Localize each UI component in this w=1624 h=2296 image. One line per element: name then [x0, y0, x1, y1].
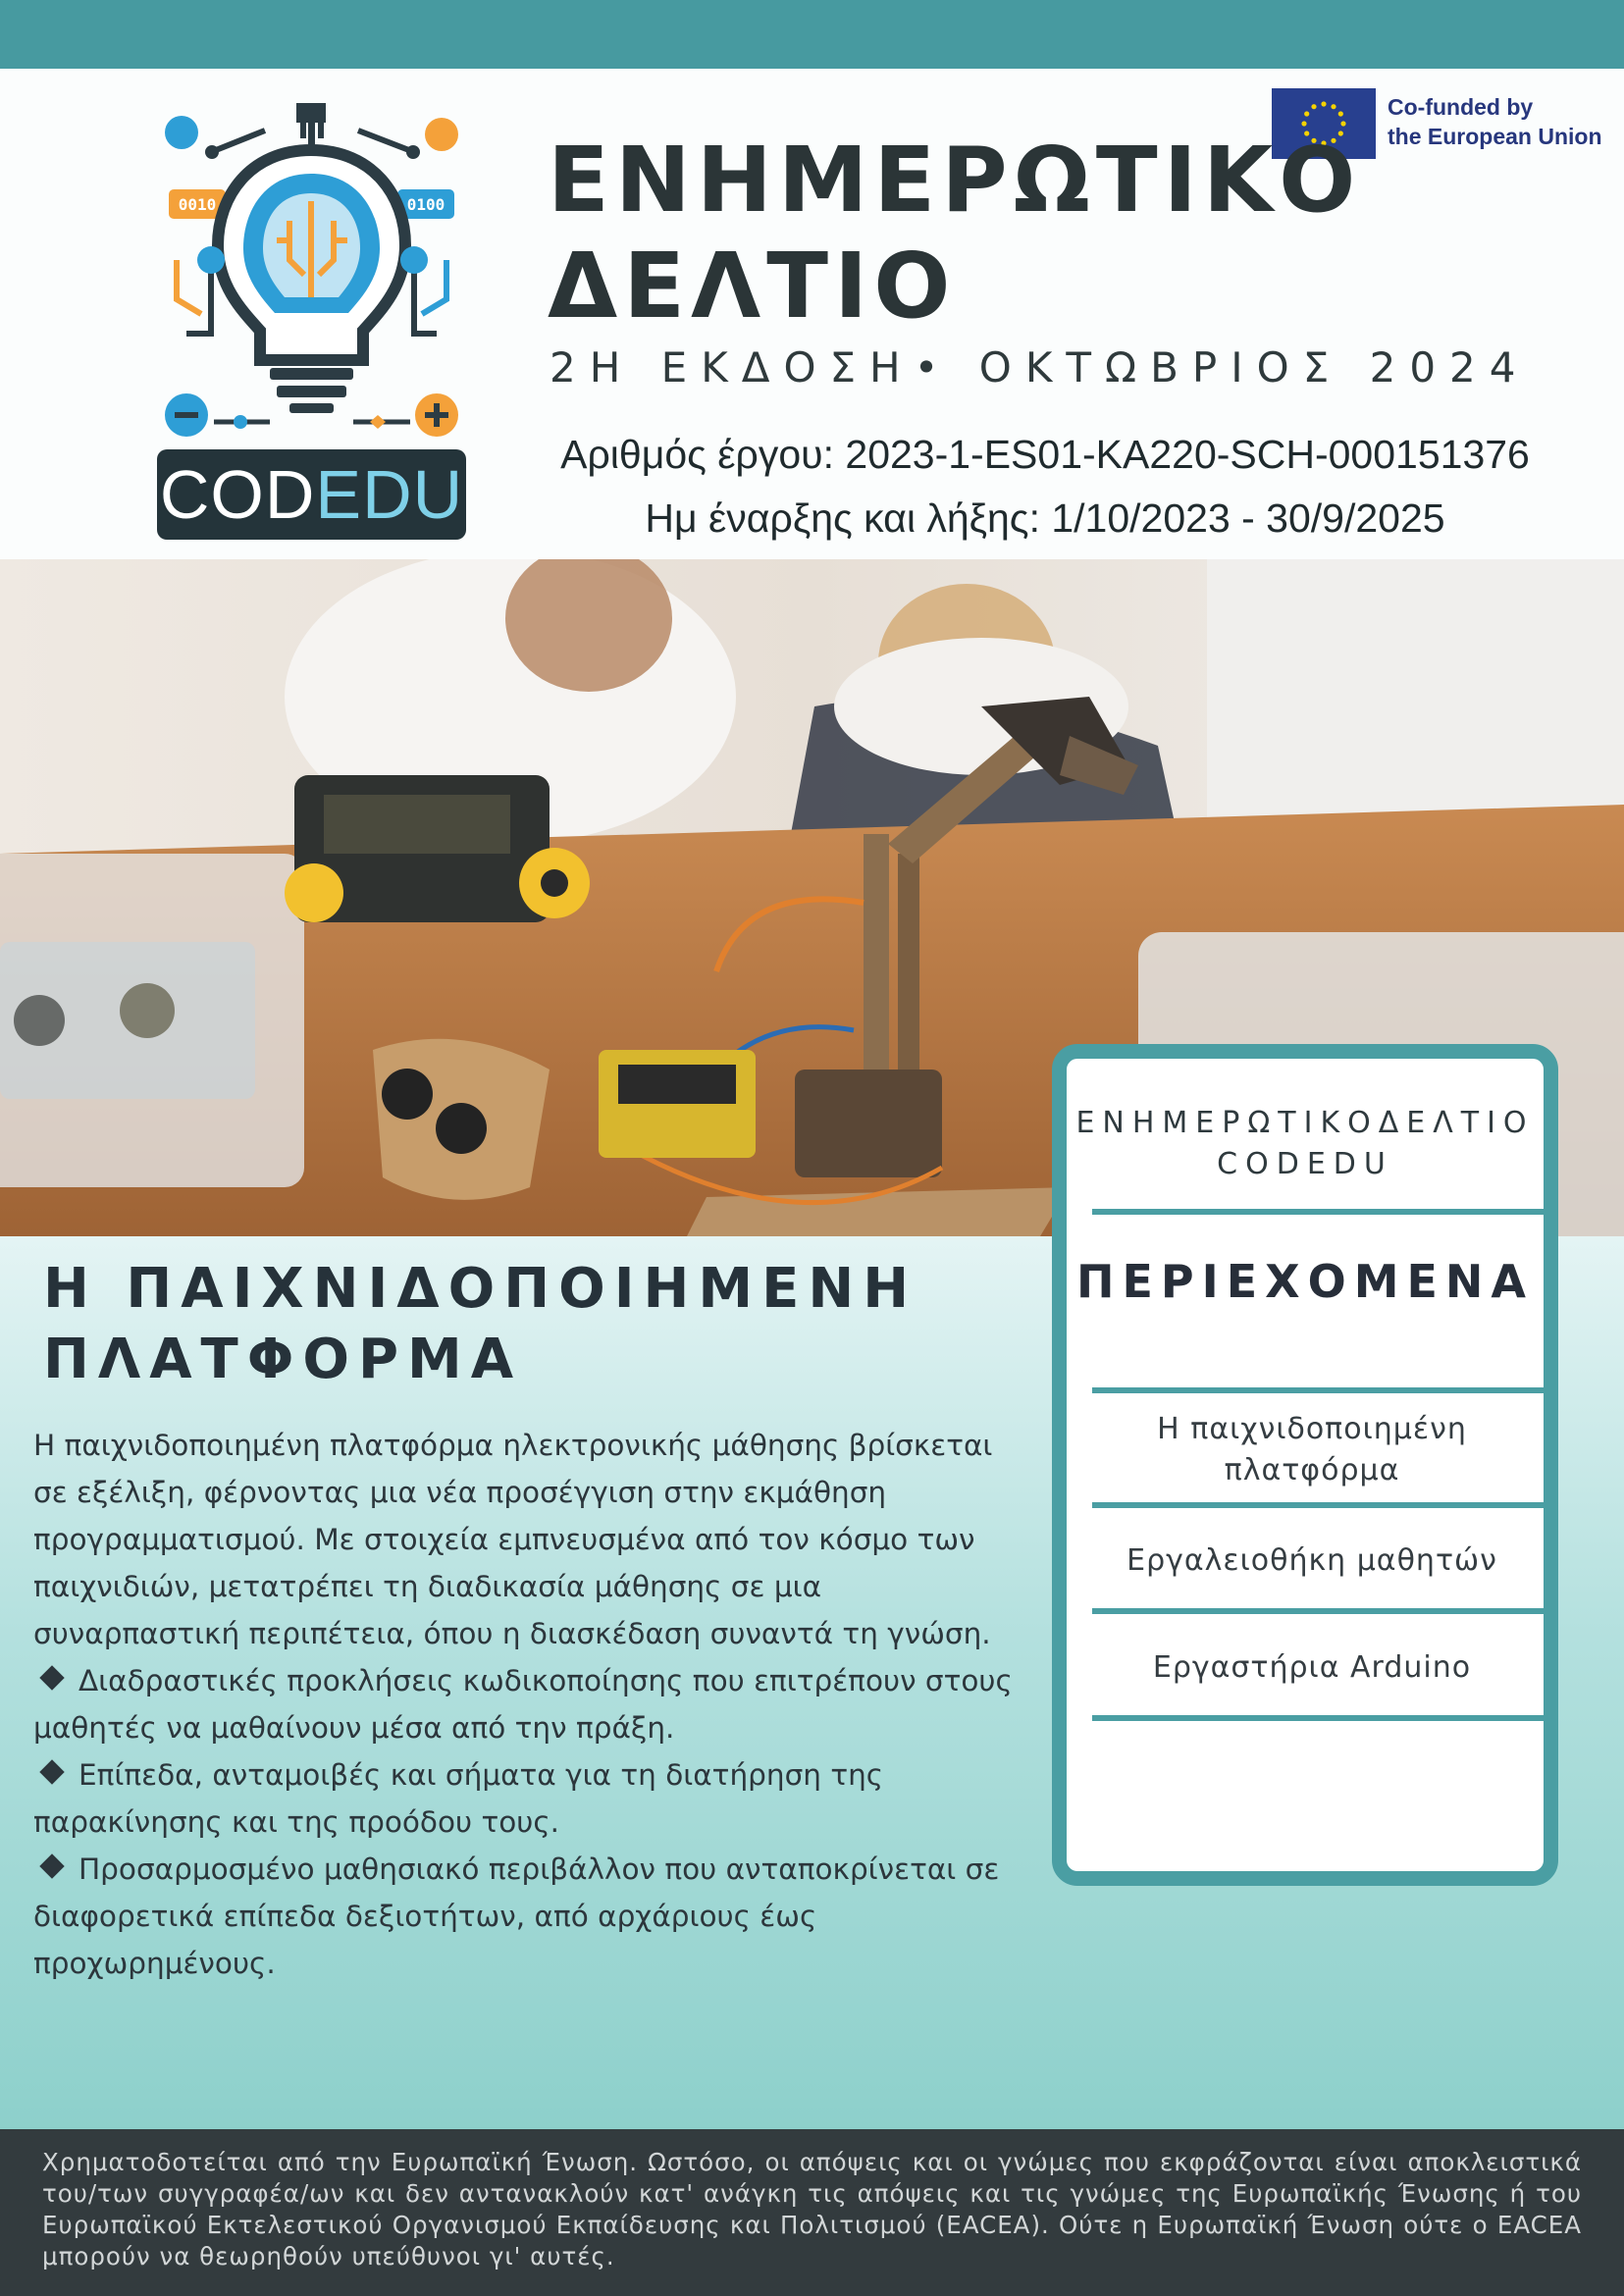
codedu-logo: [157, 103, 466, 540]
diamond-bullet-icon: [39, 1759, 64, 1784]
divider: [1092, 1209, 1544, 1215]
toc-item-student-toolkit[interactable]: Εργαλειοθήκη μαθητών: [1126, 1543, 1497, 1578]
toc-item-gamified-platform[interactable]: Η παιχνιδοποιημένη πλατφόρμα: [1157, 1412, 1467, 1487]
section-title: Η ΠΑΙΧΝΙΔΟΠΟΙΗΜΕΝΗ ΠΛΑΤΦΟΡΜΑ: [43, 1257, 918, 1391]
list-item: Διαδραστικές προκλήσεις κωδικοποίησης που επιτρέπουν στους μαθητές να μαθαίνουν μέσα από την πράξη.: [33, 1664, 1013, 1745]
diamond-bullet-icon: [39, 1853, 64, 1878]
toc-item-arduino-workshops[interactable]: Εργαστήρια Arduino: [1152, 1650, 1472, 1685]
eu-badge-text: Co-funded by the European Union: [1388, 94, 1602, 149]
contents-heading: ΠΕΡΙΕΧΟΜΕΝΑ: [1075, 1255, 1535, 1308]
funding-disclaimer: Χρηματοδοτείται από την Ευρωπαϊκή Ένωση. Ωστόσο, οι απόψεις και οι γνώμες που εκφράζονται είναι αποκλειστικά του/των συγγραφέα/ων και δεν αντανακλούν κατ' ανάγκη τις απόψεις και τις γνώμες της Ευρωπαϊκής Ένωσης ή του Ευρωπαϊκού Εκτελεστικού Οργανισμού Εκπαίδευσης και Πολιτισμού (EACEA). Ούτε η Ευρωπαϊκή Ένωση ούτε ο EACEA μπορούν να θεωρηθούν υπεύθυνοι γι' αυτές.: [42, 2148, 1582, 2270]
divider: [1092, 1715, 1544, 1721]
footer: [0, 2129, 1624, 2296]
list-item: Προσαρμοσμένο μαθησιακό περιβάλλον που ανταποκρίνεται σε διαφορετικά επίπεδα δεξιοτήτων, από αρχάριους έως προχωρημένους.: [33, 1852, 1000, 1980]
section-body: [33, 1422, 1024, 1987]
divider: [1092, 1387, 1544, 1393]
logo-wordmark: CODEDU: [157, 449, 466, 540]
list-item: Επίπεδα, ανταμοιβές και σήματα για τη διατήρηση της παρακίνησης και της προόδου τους.: [33, 1758, 884, 1839]
project-number: Αριθμός έργου: 2023-1-ES01-KA220-SCH-000151376: [560, 432, 1530, 477]
top-accent-bar: [0, 0, 1624, 69]
divider: [1092, 1502, 1544, 1508]
newsletter-label: ΕΝΗΜΕΡΩΤΙΚΟΔΕΛΤΙΟ CODEDU: [1075, 1106, 1535, 1181]
edition-line: 2Η ΕΚΔΟΣΗ• ΟΚΤΩΒΡΙΟΣ 2024: [550, 343, 1530, 391]
svg-text:0010: 0010: [178, 195, 217, 214]
project-dates: Ημ έναρξης και λήξης: 1/10/2023 - 30/9/2025: [645, 496, 1445, 541]
svg-text:0100: 0100: [406, 195, 445, 214]
divider: [1092, 1608, 1544, 1614]
lightbulb-circuit-icon: [157, 103, 466, 451]
section-intro: Η παιχνιδοποιημένη πλατφόρμα ηλεκτρονικής μάθησης βρίσκεται σε εξέλιξη, φέρνοντας μια νέα προσέγγιση στην εκμάθηση προγραμματισμού. Με στοιχεία εμπνευσμένα από τον κόσμο των παιχνιδιών, μετατρέπει τη διαδικασία μάθησης σε μια συναρπαστική περιπέτεια, όπου η διασκέδαση συναντά τη γνώση.: [33, 1429, 993, 1650]
diamond-bullet-icon: [39, 1665, 64, 1690]
contents-card: [1052, 1044, 1558, 1886]
page-title: ΕΝΗΜΕΡΩΤΙΚΟ ΔΕΛΤΙΟ: [548, 128, 1362, 339]
